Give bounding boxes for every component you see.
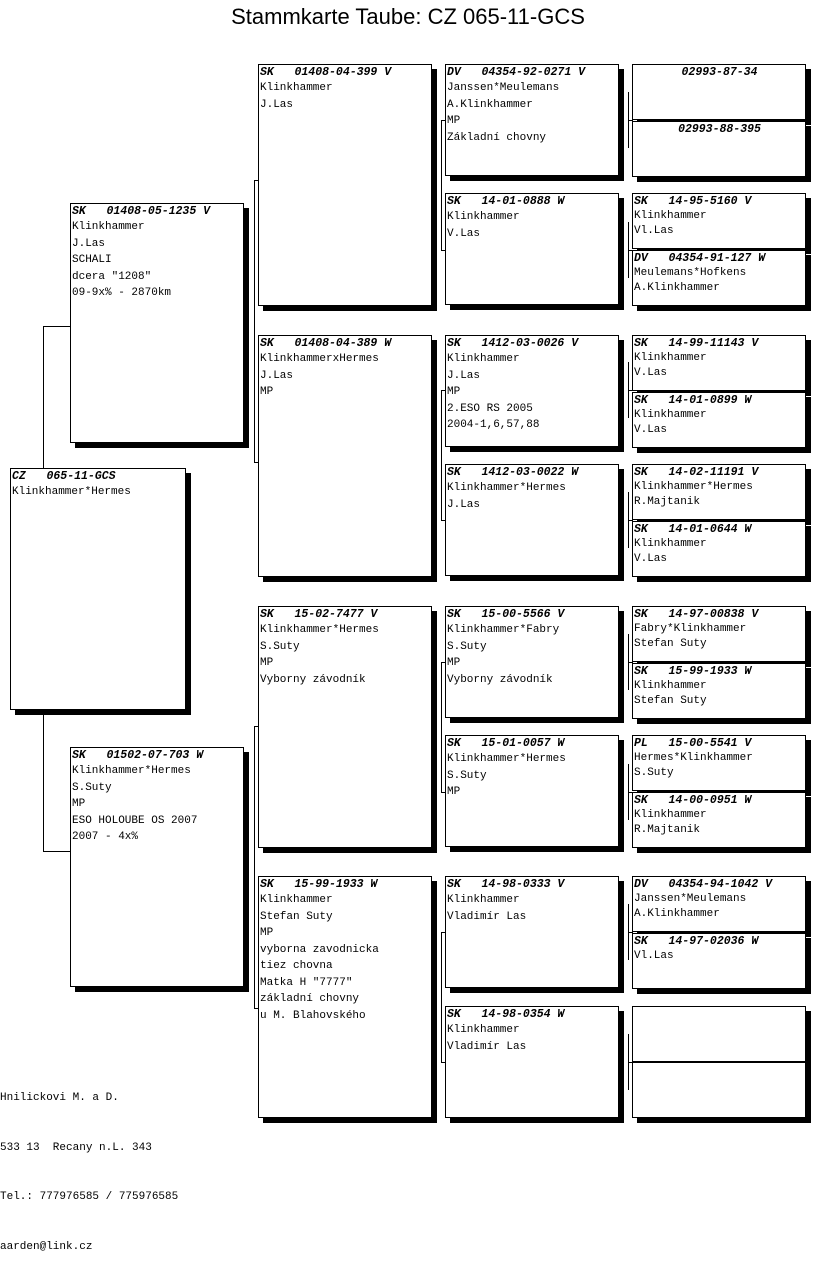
connector-line [43, 851, 71, 852]
card-line: Meulemans*Hofkens [634, 267, 747, 279]
ring-number: SK 1412-03-0022 W [447, 466, 579, 479]
pigeon-card-gen2 [258, 876, 432, 1118]
card-line: V.Las [447, 227, 481, 240]
card-line: Klinkhammer [260, 82, 333, 94]
card-line: MP [447, 115, 461, 127]
card-line: Vl.Las [634, 950, 674, 962]
owner-phone: Tel.: 777976585 / 775976585 [0, 1191, 179, 1203]
card-line: Klinkhammer [447, 894, 520, 906]
card-line: Stefan Suty [260, 910, 333, 923]
card-line: J.Las [260, 98, 294, 111]
card-line: MP [260, 927, 274, 939]
card-line: MP [260, 657, 274, 669]
card-line: MP [447, 786, 461, 798]
pigeon-card-gen4 [632, 933, 806, 989]
card-line: dcera "1208" [72, 270, 152, 283]
pigeon-card-gen3 [445, 193, 619, 305]
card-line: Klinkhammer*Fabry [447, 624, 560, 636]
card-line: tiez chovna [260, 960, 333, 972]
card-line: Vyborny závodník [447, 673, 553, 686]
card-line: SCHALI [72, 254, 112, 266]
pigeon-card-gen4 [632, 1062, 806, 1118]
pigeon-card-gen2 [258, 335, 432, 577]
ring-number: SK 14-98-0333 V [447, 878, 565, 891]
card-line: J.Las [447, 498, 481, 511]
pigeon-card-gen4 [632, 64, 806, 120]
card-line: Klinkhammer [634, 210, 707, 222]
ring-number [633, 1063, 805, 1078]
pigeon-card-gen4 [632, 193, 806, 249]
card-line: Klinkhammer [447, 353, 520, 365]
ring-number: SK 14-97-00838 V [634, 608, 759, 621]
ring-number: SK 14-01-0899 W [634, 394, 752, 407]
pigeon-card-gen4 [632, 121, 806, 177]
pigeon-card-gen4 [632, 735, 806, 791]
card-line: S.Suty [447, 640, 487, 653]
card-line: R.Majtanik [634, 496, 701, 508]
card-line: V.Las [634, 424, 668, 436]
ring-number: SK 14-98-0354 W [447, 1008, 565, 1021]
connector-line [254, 180, 255, 462]
pigeon-card-gen3 [445, 1006, 619, 1118]
card-line: Klinkhammer [634, 352, 707, 364]
card-line: Janssen*Meulemans [634, 893, 747, 905]
card-line: Klinkhammer [634, 809, 707, 821]
ring-number: SK 14-01-0644 W [634, 523, 752, 536]
card-line: Stefan Suty [634, 638, 707, 650]
pigeon-card-gen4 [632, 663, 806, 719]
card-line: S.Suty [634, 767, 674, 779]
card-line: 2.ESO RS 2005 [447, 402, 533, 415]
pigeon-card-gen4 [632, 464, 806, 520]
ring-number: SK 14-95-5160 V [634, 195, 752, 208]
pigeon-card-gen3 [445, 64, 619, 176]
card-line: Fabry*Klinkhammer [634, 623, 747, 635]
pigeon-card-gen4 [632, 792, 806, 848]
ring-number [633, 1007, 805, 1022]
connector-line [441, 120, 442, 250]
ring-number: SK 1412-03-0026 V [447, 337, 579, 350]
card-line: u M. Blahovského [260, 1009, 366, 1022]
card-line: Hermes*Klinkhammer [634, 752, 753, 764]
connector-line [254, 726, 255, 1008]
ring-number: SK 14-00-0951 W [634, 794, 752, 807]
card-line: Klinkhammer*Hermes [447, 753, 566, 765]
card-line: Klinkhammer [447, 211, 520, 223]
ring-number: SK 14-02-11191 V [634, 466, 759, 479]
owner-info [0, 1057, 178, 1272]
card-line: Klinkhammer [634, 680, 707, 692]
connector-line [441, 390, 442, 520]
pigeon-card-gen4 [632, 521, 806, 577]
ring-number: 02993-87-34 [681, 66, 758, 79]
card-line: Janssen*Meulemans [447, 82, 560, 94]
ring-number: SK 15-99-1933 W [634, 665, 752, 678]
pigeon-card-mother [70, 747, 244, 987]
card-line: základní chovny [260, 993, 360, 1005]
pigeon-card-gen3 [445, 606, 619, 718]
card-line: vyborna zavodnicka [260, 943, 379, 956]
card-line: Klinkhammer*Hermes [634, 481, 753, 493]
card-line: J.Las [72, 237, 106, 250]
card-line: MP [72, 798, 86, 810]
card-line: Vl.Las [634, 225, 674, 237]
pigeon-card-gen4 [632, 606, 806, 662]
ring-number: SK 15-99-1933 W [260, 878, 378, 891]
card-line: S.Suty [447, 769, 487, 782]
card-line: Matka H "7777" [260, 976, 353, 989]
card-line: Klinkhammer [72, 221, 145, 233]
pigeon-card-gen4 [632, 1006, 806, 1062]
owner-email: aarden@link.cz [0, 1240, 93, 1253]
connector-line [441, 662, 442, 792]
card-line: V.Las [634, 553, 668, 565]
ring-number: SK 15-02-7477 V [260, 608, 378, 621]
card-line: Klinkhammer*Hermes [12, 486, 131, 498]
card-line: J.Las [447, 369, 481, 382]
ring-number: SK 01502-07-703 W [72, 749, 204, 762]
ring-number: CZ 065-11-GCS [12, 470, 116, 483]
card-line: R.Majtanik [634, 824, 701, 836]
pigeon-card-father [70, 203, 244, 443]
card-line: 2004-1,6,57,88 [447, 419, 540, 431]
pigeon-card-gen4 [632, 335, 806, 391]
card-line: MP [447, 386, 461, 398]
card-line: Klinkhammer*Hermes [447, 482, 566, 494]
card-line: J.Las [260, 369, 294, 382]
pigeon-card-gen2 [258, 606, 432, 848]
card-line: Klinkhammer [634, 409, 707, 421]
pigeon-card-gen3 [445, 335, 619, 447]
card-line: V.Las [634, 367, 668, 379]
card-line: ESO HOLOUBE OS 2007 [72, 814, 198, 827]
pigeon-card-subject [10, 468, 186, 710]
card-line: Klinkhammer [260, 894, 333, 906]
ring-number: 02993-88-395 [678, 123, 761, 136]
ring-number: SK 01408-05-1235 V [72, 205, 211, 218]
ring-number: DV 04354-91-127 W [634, 252, 766, 265]
card-line: 09-9x% - 2870km [72, 287, 172, 299]
card-line: Základní chovny [447, 131, 547, 144]
pigeon-card-gen3 [445, 876, 619, 988]
card-line: 2007 - 4x% [72, 831, 139, 843]
card-line: Stefan Suty [634, 695, 707, 707]
ring-number: DV 04354-94-1042 V [634, 878, 773, 891]
ring-number: SK 15-00-5566 V [447, 608, 565, 621]
card-line: Klinkhammer [634, 538, 707, 550]
ring-number: DV 04354-92-0271 V [447, 66, 586, 79]
card-line: Vladimír Las [447, 910, 527, 923]
pigeon-card-gen4 [632, 250, 806, 306]
owner-address: 533 13 Recany n.L. 343 [0, 1141, 152, 1154]
ring-number: SK 14-99-11143 V [634, 337, 759, 350]
card-line: Klinkhammer*Hermes [72, 765, 191, 777]
card-line: Klinkhammer*Hermes [260, 624, 379, 636]
card-line: A.Klinkhammer [447, 98, 533, 111]
card-line: MP [447, 657, 461, 669]
card-line: S.Suty [260, 640, 300, 653]
ring-number: SK 01408-04-399 V [260, 66, 392, 79]
card-line: S.Suty [72, 781, 112, 794]
ring-number: SK 14-97-02036 W [634, 935, 759, 948]
ring-number: SK 01408-04-389 W [260, 337, 392, 350]
connector-line [43, 709, 44, 851]
card-line: KlinkhammerxHermes [260, 353, 379, 365]
connector-line [43, 326, 71, 327]
page-title: Stammkarte Taube: CZ 065-11-GCS [231, 4, 585, 29]
card-line: A.Klinkhammer [634, 282, 720, 294]
card-line: Vyborny závodník [260, 673, 366, 686]
card-line: A.Klinkhammer [634, 908, 720, 920]
pigeon-card-gen4 [632, 392, 806, 448]
card-line: MP [260, 386, 274, 398]
pigeon-card-gen3 [445, 464, 619, 576]
pigeon-card-gen4 [632, 876, 806, 932]
card-line: Klinkhammer [447, 1024, 520, 1036]
connector-line [43, 326, 44, 470]
pigeon-card-gen2 [258, 64, 432, 306]
ring-number: PL 15-00-5541 V [634, 737, 752, 750]
owner-name: Hnilickovi M. a D. [0, 1092, 119, 1104]
pigeon-card-gen3 [445, 735, 619, 847]
connector-line [441, 932, 442, 1062]
ring-number: SK 14-01-0888 W [447, 195, 565, 208]
card-line: Vladimír Las [447, 1040, 527, 1053]
ring-number: SK 15-01-0057 W [447, 737, 565, 750]
